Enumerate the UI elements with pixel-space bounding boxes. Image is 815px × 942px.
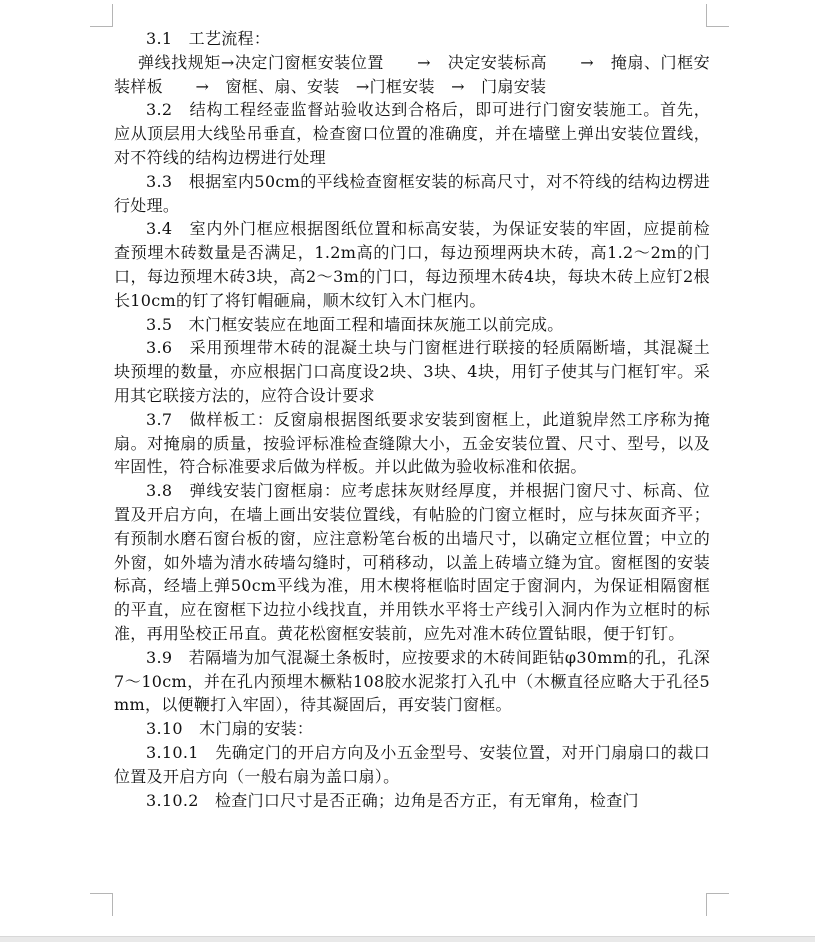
paragraph-3-10-1: 3.10.1 先确定门的开启方向及小五金型号、安装位置，对开门扇扇口的裁口位置及开启方向（一般右扇为盖口扇）。 — [114, 742, 710, 786]
crop-mark-top-right — [706, 4, 729, 27]
process-flow: 弹线找规矩→决定门窗框安装位置 → 决定安装标高 → 掩扇、门框安装样板 → 窗框、扇、安装 →门框安装 → 门扇安装 — [114, 52, 710, 96]
page-bottom-edge — [0, 936, 815, 942]
heading-3-1: 3.1 工艺流程： — [146, 29, 271, 48]
paragraph-3-5: 3.5 木门框安装应在地面工程和墙面抹灰施工以前完成。 — [146, 314, 564, 334]
crop-mark-bottom-right — [706, 893, 729, 916]
paragraph-3-3: 3.3 根据室内50cm的平线检查窗框安装的标高尺寸，对不符线的结构边楞进行处理。 — [114, 171, 710, 215]
document-body — [114, 27, 710, 812]
heading-3-10: 3.10 木门扇的安装： — [146, 719, 314, 739]
paragraph-3-8: 3.8 弹线安装门窗框扇：应考虑抹灰财经厚度，并根据门窗尺寸、标高、位置及开启方向，在墙上画出安装位置线，有帖脸的门窗立框时，应与抹灰面齐平；有预制水磨石窗台板的窗，应注意粉笔台板的出墙尺寸，以确定立框位置；中立的外窗，如外墙为清水砖墙勾缝时，可稍移动，以盖上砖墙立缝为宜。窗框图的安装标高，经墙上弹50cm平线为准，用木楔将框临时固定于窗洞内，为保证相隔窗框的平直，应在窗框下边拉小线找直，并用铁水平将士产线引入洞内作为立框时的标准，再用坠校正吊直。黄花松窗框安装前，应先对准木砖位置钻眼，便于钉钉。 — [114, 481, 710, 643]
paragraph-3-7: 3.7 做样板工：反窗扇根据图纸要求安装到窗框上，此道貌岸然工序称为掩扇。对掩扇的质量，按验评标准检查缝隙大小，五金安装位置、尺寸、型号，以及牢固性，符合标准要求后做为样板。并以此做为验收标准和依据。 — [114, 409, 710, 477]
crop-mark-bottom-left — [90, 893, 113, 916]
paragraph-3-10-2: 3.10.2 检查门口尺寸是否正确；边角是否方正，有无窜角，检查门 — [146, 790, 639, 810]
paragraph-3-4: 3.4 室内外门框应根据图纸位置和标高安装，为保证安装的牢固，应提前检查预埋木砖数量是否满足，1.2m高的门口，每边预埋两块木砖，高1.2～2m的门口，每边预埋木砖3块，高2～3m的门口，每边预埋木砖4块，每块木砖上应钉2根长10cm的钉了将钉帽砸扁，顺木纹钉入木门框内。 — [114, 219, 710, 310]
paragraph-3-6: 3.6 采用预埋带木砖的混凝土块与门窗框进行联接的轻质隔断墙，其混凝土块预埋的数量，亦应根据门口高度设2块、3块、4块，用钉子使其与门框钉牢。采用其它联接方法的，应符合设计要求 — [114, 338, 710, 405]
paragraph-3-9: 3.9 若隔墙为加气混凝土条板时，应按要求的木砖间距钻φ30mm的孔，孔深7～10cm，并在孔内预埋木橛粘108胶水泥浆打入孔中（木橛直径应略大于孔径5mm，以便鞭打入牢固），待其凝固后，再安装门窗框。 — [114, 647, 710, 715]
paragraph-3-2: 3.2 结构工程经壶监督站验收达到合格后，即可进行门窗安装施工。首先，应从顶层用大线坠吊垂直，检查窗口位置的准确度，并在墙壁上弹出安装位置线，对不符线的结构边楞进行处理 — [114, 100, 710, 167]
crop-mark-top-left — [90, 4, 113, 27]
